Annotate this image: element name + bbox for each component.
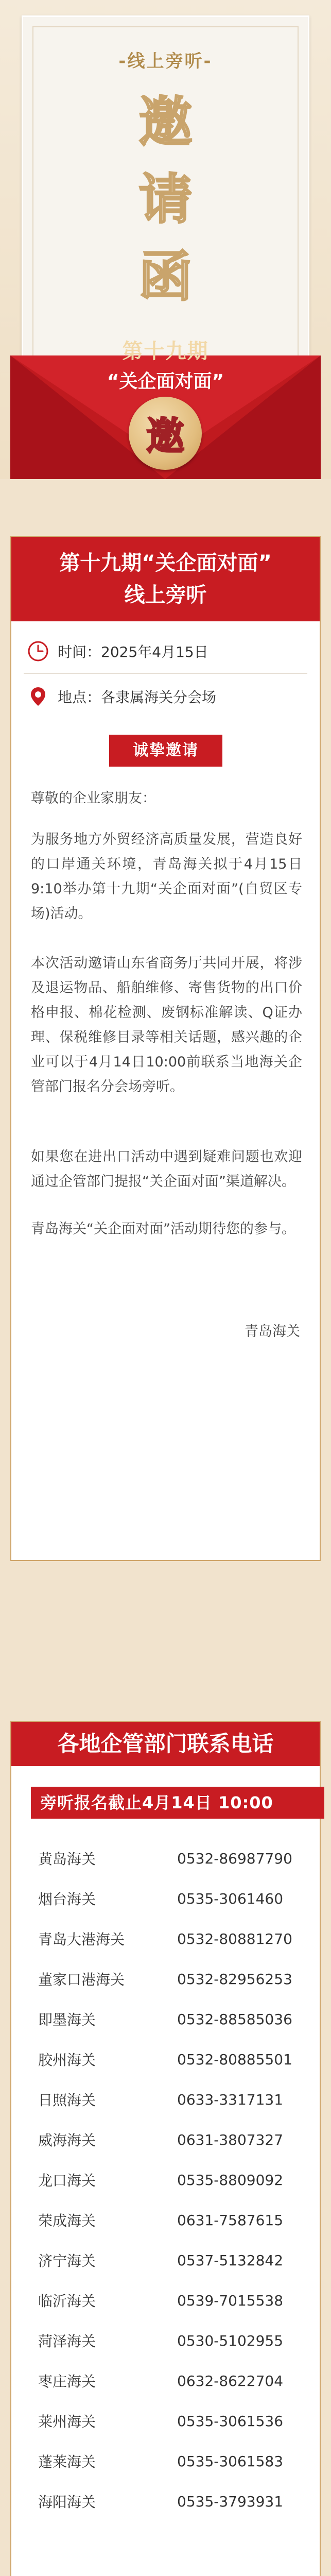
contact-row <box>38 2200 311 2240</box>
seal-char: 邀 <box>146 414 184 459</box>
office-name: 菏泽海关 <box>38 2333 96 2350</box>
paragraph-2: 本次活动邀请山东省商务厅共同开展，将涉及退运物品、船舶维修、寄售货物的出口价格申报、棉花检测、废钢标准解读、Q证办理、保税维修目录等相关话题，感兴趣的企业可以于4月14日10:00前联系当地海关企管部门报名分会场旁听。 <box>31 955 302 1095</box>
clock-icon <box>27 640 49 663</box>
hero-topic: “关企面对面” <box>107 371 224 392</box>
phone-number[interactable]: 0530-5102955 <box>177 2332 284 2349</box>
title-char-3: 函 <box>138 245 193 308</box>
paragraph-3: 如果您在进出口活动中遇到疑难问题也欢迎通过企管部门提报“关企面对面”渠道解决。 <box>31 1149 302 1190</box>
phone-number[interactable]: 0535-3061583 <box>177 2452 284 2470</box>
phone-number[interactable]: 0631-7587615 <box>177 2211 284 2229</box>
office-name: 枣庄海关 <box>38 2373 96 2390</box>
phone-number[interactable]: 0631-3807327 <box>177 2131 284 2148</box>
contact-title: 各地企管部门联系电话 <box>11 1722 320 1766</box>
title-char-2: 请 <box>138 167 193 231</box>
phone-number[interactable]: 0633-3317131 <box>177 2091 284 2108</box>
contact-row <box>38 2481 311 2521</box>
phone-number[interactable]: 0532-80881270 <box>177 1930 292 1947</box>
deadline-banner: 旁听报名截止4月14日 10:00 <box>31 1787 324 1819</box>
contact-row <box>38 1878 311 1919</box>
office-name: 青岛大港海关 <box>38 1931 125 1948</box>
contact-row <box>38 2039 311 2079</box>
event-time: 时间：2025年4月15日 <box>58 643 208 660</box>
phone-number[interactable]: 0535-3061536 <box>177 2412 284 2430</box>
office-name: 济宁海关 <box>38 2252 96 2269</box>
place-row <box>27 685 216 708</box>
phone-number[interactable]: 0539-7015538 <box>177 2292 284 2309</box>
office-name: 即墨海关 <box>38 2011 96 2028</box>
notice-title-line2: 线上旁听 <box>124 583 207 607</box>
phone-number[interactable]: 0532-82956253 <box>177 1970 292 1988</box>
phone-number[interactable]: 0535-8809092 <box>177 2171 284 2189</box>
paragraph-1: 为服务地方外贸经济高质量发展，营造良好的口岸通关环境，青岛海关拟于4月15日9:10举办第十九期“关企面对面”(自贸区专场)活动。 <box>31 832 302 922</box>
contact-row <box>38 1959 311 1999</box>
office-name: 董家口港海关 <box>38 1971 125 1988</box>
contact-row <box>38 2441 311 2481</box>
notice-card <box>10 536 321 1561</box>
phone-number[interactable]: 0535-3061460 <box>177 1890 284 1907</box>
phone-number[interactable]: 0535-3793931 <box>177 2493 284 2510</box>
paragraph-4: 青岛海关“关企面对面”活动期待您的参与。 <box>31 1221 295 1237</box>
office-name: 日照海关 <box>38 2092 96 2109</box>
phone-number[interactable]: 0632-8622704 <box>177 2372 284 2389</box>
hero-invitation <box>0 0 331 479</box>
contact-row <box>38 2320 311 2361</box>
contact-row <box>38 1999 311 2039</box>
contact-row <box>38 2280 311 2320</box>
office-name: 莱州海关 <box>38 2413 96 2430</box>
location-pin-icon <box>27 685 49 708</box>
office-name: 临沂海关 <box>38 2293 96 2310</box>
contact-row <box>38 2120 311 2160</box>
notice-title <box>11 537 320 621</box>
contact-row <box>38 1919 311 1959</box>
contact-row <box>38 1838 311 1878</box>
event-place: 地点：各隶属海关分会场 <box>58 689 217 706</box>
contact-list <box>38 1838 311 2521</box>
phone-number[interactable]: 0537-5132842 <box>177 2251 284 2269</box>
contact-row <box>38 2361 311 2401</box>
signature: 青岛海关 <box>245 1324 300 1340</box>
office-name: 威海海关 <box>38 2132 96 2149</box>
office-name: 龙口海关 <box>38 2172 96 2189</box>
office-name: 荣成海关 <box>38 2212 96 2229</box>
phone-number[interactable]: 0532-86987790 <box>177 1850 292 1867</box>
contact-row <box>38 2079 311 2120</box>
notice-title-line1: 第十九期“关企面对面” <box>59 551 272 575</box>
time-row <box>27 640 208 663</box>
contact-row <box>38 2401 311 2441</box>
greeting: 尊敬的企业家朋友： <box>31 790 156 806</box>
contact-card <box>10 1721 321 2576</box>
invite-badge: 诚挚邀请 <box>109 735 222 767</box>
office-name: 胶州海关 <box>38 2052 96 2069</box>
contact-row <box>38 2240 311 2280</box>
hero-issue: 第十九期 <box>122 340 209 363</box>
contact-row <box>38 2160 311 2200</box>
info-divider <box>24 673 307 674</box>
wax-seal <box>129 397 202 470</box>
office-name: 蓬莱海关 <box>38 2453 96 2470</box>
title-char-1: 邀 <box>138 90 193 154</box>
phone-number[interactable]: 0532-80885501 <box>177 2050 292 2068</box>
phone-number[interactable]: 0532-88585036 <box>177 2010 292 2028</box>
office-name: 黄岛海关 <box>38 1851 96 1868</box>
office-name: 海阳海关 <box>38 2494 96 2511</box>
letter-tag: -线上旁听- <box>118 51 213 72</box>
office-name: 烟台海关 <box>38 1891 96 1908</box>
